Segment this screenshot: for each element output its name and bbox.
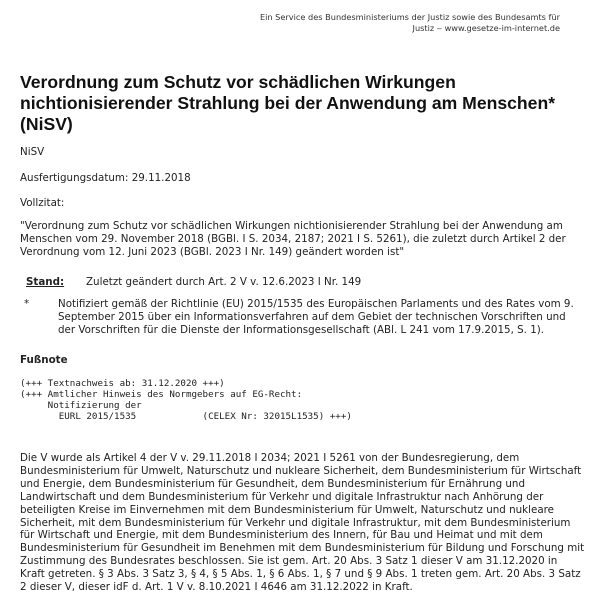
footnote-preformatted: (+++ Textnachweis ab: 31.12.2020 +++) (+++ Amtlicher Hinweis des Normgebers auf EG-Recht: Notifizierung der EURL 2015/1535 (CELEX Nr: 32015L1535) +++) [20,378,352,422]
vollzitat-label: Vollzitat: [20,197,65,209]
service-notice [260,12,560,34]
stand-label: Stand: [26,276,65,288]
footnote-star: * [24,298,30,310]
ausfertigungsdatum: Ausfertigungsdatum: 29.11.2018 [20,172,191,184]
vollzitat-text: "Verordnung zum Schutz vor schädlichen Wirkungen nichtionisierender Strahlung bei der Anwendung am Menschen vom 29. November 2018 (BGBl. I S. 2034, 2187; 2021 I S. 5261), die zuletzt durch Artikel 2 der Verordnung vom 12. Juni 2023 (BGBl. 2023 I Nr. 149) geändert worden ist" [20,220,566,258]
notification-text: Notifiziert gemäß der Richtlinie (EU) 2015/1535 des Europäischen Parlaments und des Rates vom 9. September 2015 über ein Informationsverfahren auf dem Gebiet der technischen Vorschriften und der Vorschriften für die Dienste der Informationsgesellschaft (ABl. L 241 vom 17.9.2015, S. 1). [58,298,574,336]
footnote-body: Die V wurde als Artikel 4 der V v. 29.11.2018 I 2034; 2021 I 5261 von der Bundesregierung, dem Bundesministerium für Umwelt, Naturschutz und nukleare Sicherheit, dem Bundesministerium für Wirtschaft und Energie, dem Bundesministerium für Gesundheit, dem Bundesministerium für Ernährung und Landwirtschaft und dem Bundesministerium für Verkehr und digitale Infrastruktur nach Anhörung der beteiligten Kreise im Einvernehmen mit dem Bundesministerium für Umwelt, Naturschutz und nukleare Sicherheit, mit dem Bundesministerium für Verkehr und digitale Infrastruktur, mit dem Bundesministerium für Wirtschaft und Energie, mit dem Bundesministerium des Innern, für Bau und Heimat und mit dem Bundesministerium für Gesundheit im Benehmen mit dem Bundesministerium für Bildung und Forschung mit Zustimmung des Bundesrates beschlossen. Sie ist gem. Art. 20 Abs. 3 Satz 1 dieser V am 31.12.2020 in Kraft getreten. § 3 Abs. 3 Satz 3, § 4, § 5 Abs. 1, § 6 Abs. 1, § 7 und § 9 Abs. 1 treten gem. Art. 20 Abs. 3 Satz 2 dieser V, dieser idF d. Art. 1 V v. 8.10.2021 I 4646 am 31.12.2022 in Kraft. [20,452,585,594]
stand-text: Zuletzt geändert durch Art. 2 V v. 12.6.2023 I Nr. 149 [86,276,362,288]
service-line-prefix: Justiz ‒ [412,23,445,33]
service-line: Ein Service des Bundesministeriums der Justiz sowie des Bundesamts für [259,12,560,22]
footnote-heading: Fußnote [20,354,68,366]
document-title: Verordnung zum Schutz vor schädlichen Wirkungen nichtionisierender Strahlung bei der Anwendung am Menschen* (NiSV) [20,72,556,134]
document-abbreviation: NiSV [20,146,45,158]
website-link[interactable]: www.gesetze-im-internet.de [444,23,560,33]
service-line-2 [260,23,560,34]
